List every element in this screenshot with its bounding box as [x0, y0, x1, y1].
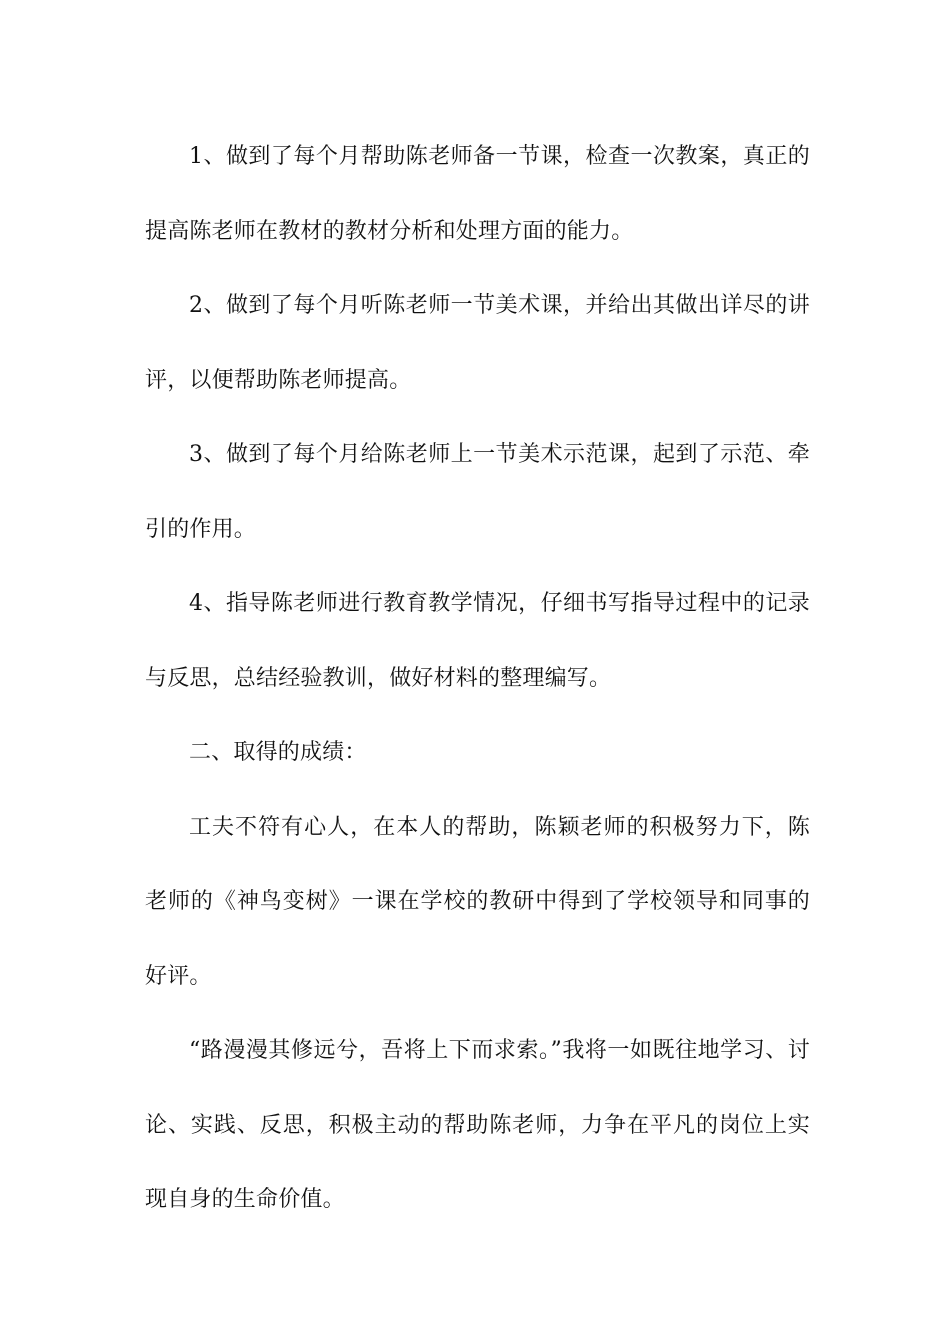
paragraph-item-2: 2、做到了每个月听陈老师一节美术课，并给出其做出详尽的讲评，以便帮助陈老师提高。 — [145, 293, 810, 393]
paragraph-item-1: 1、做到了每个月帮助陈老师备一节课，检查一次教案，真正的提高陈老师在教材的教材分析和处理方面的能力。 — [145, 144, 810, 244]
paragraph-item-3: 3、做到了每个月给陈老师上一节美术示范课，起到了示范、牵引的作用。 — [145, 442, 810, 542]
section-heading: 二、取得的成绩： — [189, 740, 367, 765]
document-body — [145, 120, 810, 1238]
closing-paragraph: “路漫漫其修远兮，吾将上下而求索。”我将一如既往地学习、讨论、实践、反思，积极主动的帮助陈老师，力争在平凡的岗位上实现自身的生命价值。 — [145, 1038, 810, 1212]
paragraph-item-4: 4、指导陈老师进行教育教学情况，仔细书写指导过程中的记录与反思，总结经验教训，做好材料的整理编写。 — [145, 591, 810, 691]
achievement-paragraph: 工夫不符有心人，在本人的帮助，陈颖老师的积极努力下，陈老师的《神鸟变树》一课在学校的教研中得到了学校领导和同事的好评。 — [145, 814, 810, 989]
